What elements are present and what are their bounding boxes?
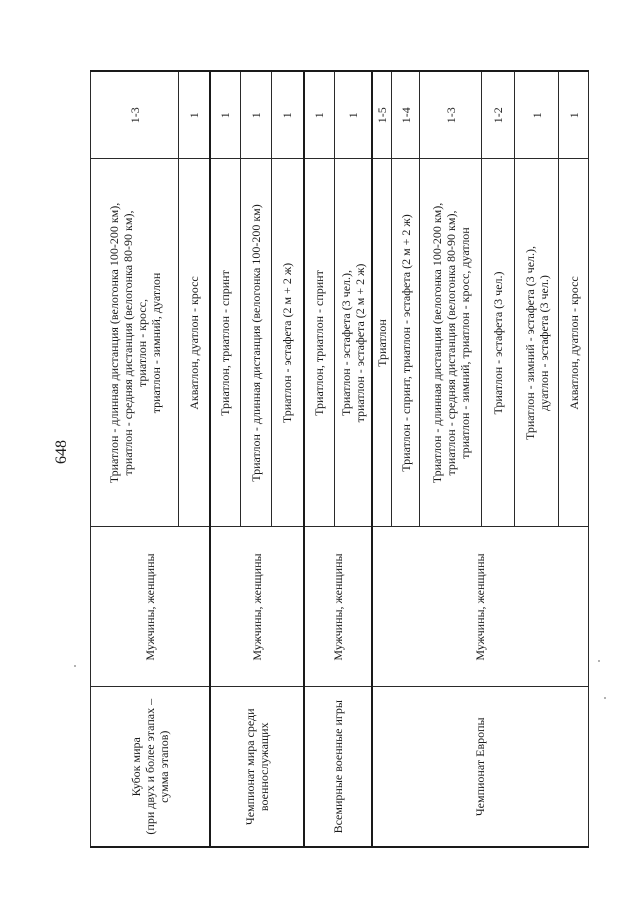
gender-cell: Мужчины, женщины	[372, 527, 589, 687]
places-cell: 1	[241, 71, 272, 159]
table-row	[372, 71, 392, 847]
table-row	[304, 71, 335, 847]
discipline-cell: Триатлон, триатлон - спринт	[210, 159, 241, 527]
rotated-table-container	[90, 72, 581, 848]
discipline-cell: Триатлон - эстафета (3 чел.), триатлон - эстафета (2 м + 2 ж)	[335, 159, 372, 527]
page-number: 648	[53, 440, 70, 464]
gender-cell: Мужчины, женщины	[304, 527, 372, 687]
places-cell: 1-5	[372, 71, 392, 159]
scan-speck	[74, 665, 76, 667]
discipline-cell: Акватлон, дуатлон - кросс	[559, 159, 589, 527]
discipline-cell: Триатлон - спринт, триатлон - эстафета (2 м + 2 ж)	[392, 159, 420, 527]
competition-table	[90, 70, 589, 848]
places-cell: 1-3	[91, 71, 179, 159]
competition-name-cell: Чемпионат Европы	[372, 687, 589, 847]
places-cell: 1	[179, 71, 210, 159]
discipline-cell: Триатлон - длинная дистанция (велогонка 100-200 км)	[241, 159, 272, 527]
competition-name-cell: Кубок мира (при двух и более этапах – сумма этапов)	[91, 687, 210, 847]
scan-speck	[598, 660, 600, 662]
places-cell: 1	[515, 71, 559, 159]
places-cell: 1	[272, 71, 304, 159]
places-cell: 1-2	[482, 71, 515, 159]
discipline-cell: Акватлон, дуатлон - кросс	[179, 159, 210, 527]
competition-name-cell: Всемирные военные игры	[304, 687, 372, 847]
discipline-cell: Триатлон - зимний - эстафета (3 чел.), дуатлон - эстафета (3 чел.)	[515, 159, 559, 527]
discipline-cell: Триатлон - эстафета (3 чел.)	[482, 159, 515, 527]
gender-cell: Мужчины, женщины	[91, 527, 210, 687]
places-cell: 1	[335, 71, 372, 159]
discipline-cell: Триатлон - длинная дистанция (велогонка 100-200 км), триатлон - средняя дистанция (велогонка 80-90 км), триатлон - кросс, триатлон - зимний, дуатлон	[91, 159, 179, 527]
discipline-cell: Триатлон	[372, 159, 392, 527]
places-cell: 1	[304, 71, 335, 159]
discipline-cell: Триатлон, триатлон - спринт	[304, 159, 335, 527]
table-row	[91, 71, 179, 847]
gender-cell: Мужчины, женщины	[210, 527, 304, 687]
places-cell: 1	[210, 71, 241, 159]
places-cell: 1-3	[420, 71, 482, 159]
discipline-cell: Триатлон - эстафета (2 м + 2 ж)	[272, 159, 304, 527]
scan-speck	[604, 697, 606, 699]
places-cell: 1-4	[392, 71, 420, 159]
discipline-cell: Триатлон - длинная дистанция (велогонка 100-200 км), триатлон - средняя дистанция (велогонка 80-90 км), триатлон - зимний, триатлон - кросс, дуатлон	[420, 159, 482, 527]
competition-name-cell: Чемпионат мира среди военнослужащих	[210, 687, 304, 847]
table-row	[210, 71, 241, 847]
places-cell: 1	[559, 71, 589, 159]
